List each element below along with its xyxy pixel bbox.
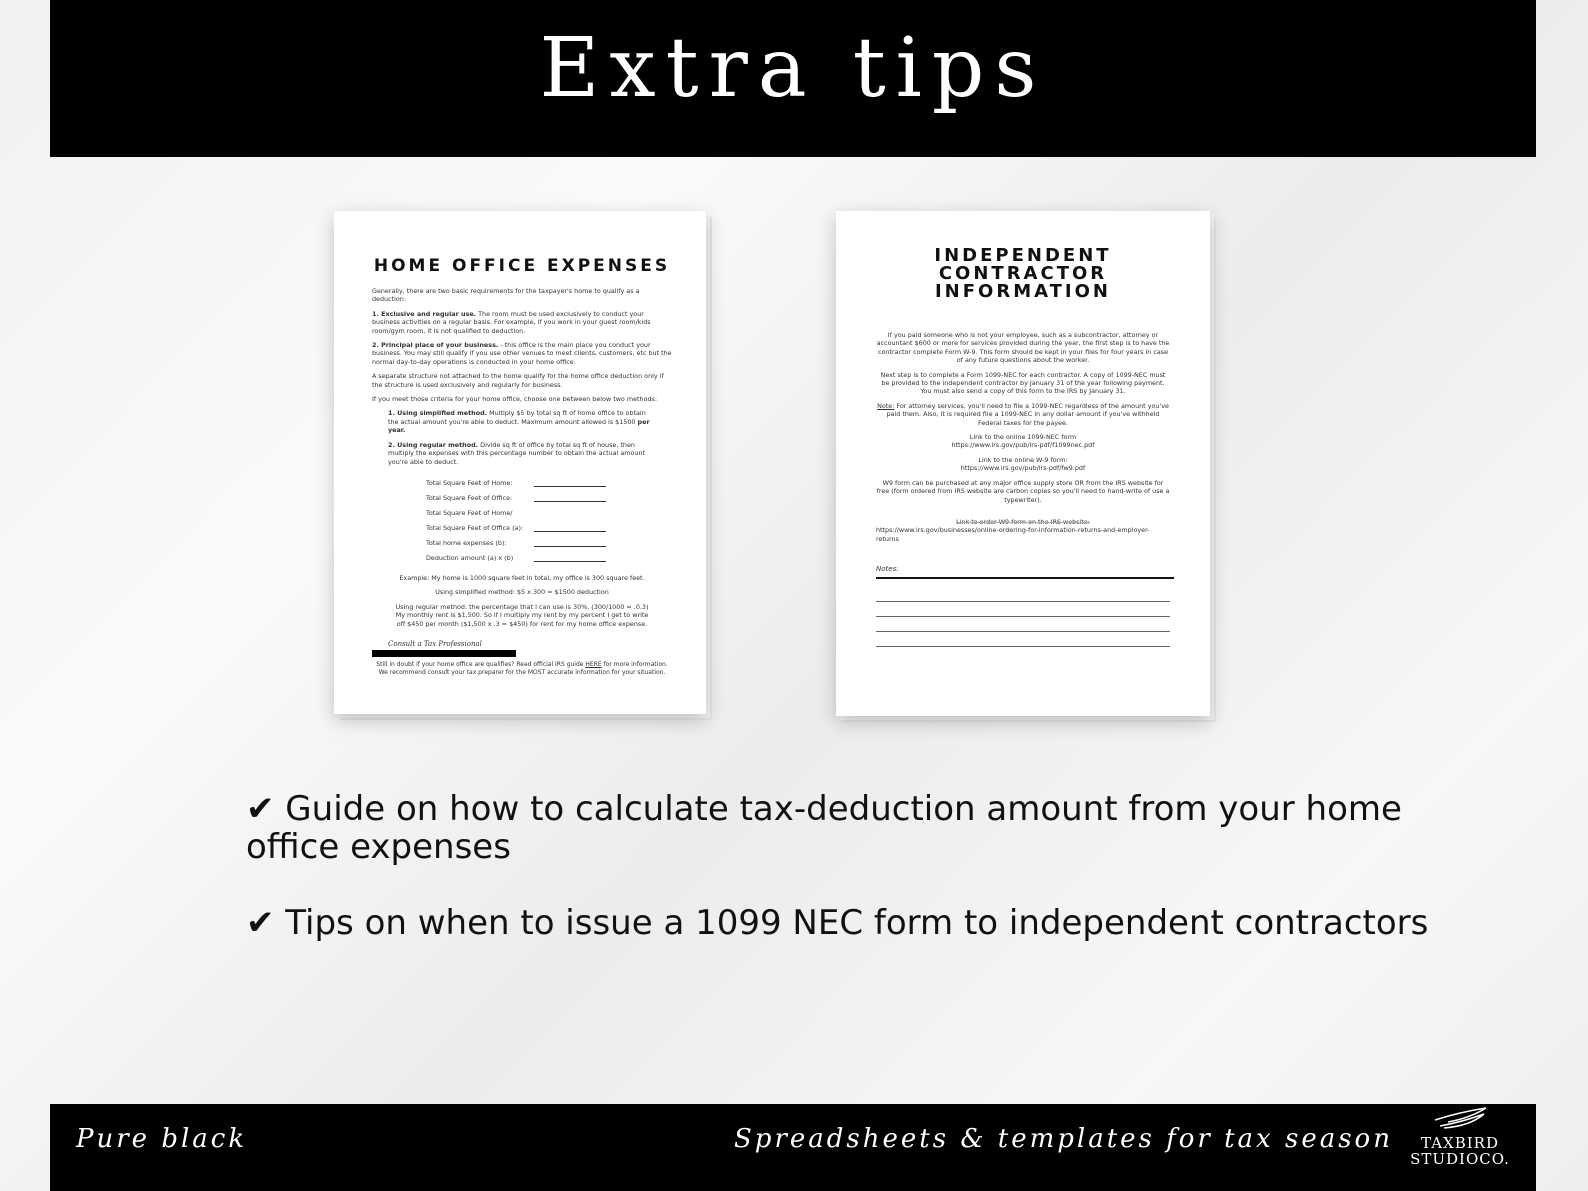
field-row: Total Square Feet of Home: <box>426 472 672 487</box>
page-title: Extra tips <box>539 21 1047 116</box>
tagline: Spreadsheets & templates for tax season <box>734 1124 1393 1154</box>
doc-link: Link to the online 1099-NEC form https://www.irs.gov/pub/irs-pdf/f1099nec.pdf <box>951 433 1095 450</box>
brand-logo: TAXBIRD STUDIOCO. <box>1410 1106 1510 1167</box>
doc-text: Using simplified method: $5 x 300 = $1500 deduction <box>435 588 609 597</box>
calc-fields <box>372 472 672 562</box>
notes-divider <box>876 577 1174 579</box>
bird-wing-icon <box>1430 1106 1490 1132</box>
footer-banner <box>50 1104 1536 1191</box>
notes-line <box>876 617 1170 632</box>
bullet-home-office: ✔ Guide on how to calculate tax-deduction amount from your home office expenses <box>246 789 1402 867</box>
field-row: Total Square Feet of Office (a): <box>426 517 672 532</box>
home-office-expenses-page <box>334 211 706 714</box>
notes-line <box>876 587 1170 602</box>
doc-text: Still in doubt if your home office are qualifies? Read official IRS guide HERE for more information. We recommend consult your tax preparer for the MOST accurate information for your situation. <box>376 661 668 677</box>
field-row: Deduction amount (a) x (b) <box>426 547 672 562</box>
doc-link: Link to order W9 form on the IRS website: https://www.irs.gov/businesses/online-ordering-for-information-returns-and-employer-returns <box>876 517 1150 543</box>
notes-label: Notes: <box>876 565 899 574</box>
doc-text: Generally, there are two basic requirements for the taxpayer's home to qualify as a deduction: <box>372 287 640 304</box>
field-row: Total home expenses (b): <box>426 532 672 547</box>
doc-text: Using regular method: the percentage that I can use is 30%. (300/1000 = .0.3) My monthly rent is $1,500. So if I multiply my rent by my percent I get to write off $450 per month ($1,500 x .3 = $450) for rent for my home office expense. <box>395 602 649 628</box>
doc-text: If you paid someone who is not your employee, such as a subcontractor, attorney or accountant $600 or more for services provided during the year, the first step is to have the contractor complete Form W-9. This form should be kept in your files for four years in case of any future questions about the worker. <box>876 331 1170 365</box>
doc-text: Next step is to complete a Form 1099-NEC for each contractor. A copy of 1099-NEC must be provided to the independent contractor by January 31 of the year following payment. You must also send a copy of this form to the IRS by January 31. <box>880 370 1166 396</box>
header-banner <box>50 0 1536 157</box>
doc-text: A separate structure not attached to the home qualify for the home office deduction only if the structure is used exclusively and regularly for business. <box>372 372 664 389</box>
notes-line <box>876 602 1170 617</box>
doc-text: 1. Exclusive and regular use. The room must be used exclusively to conduct your business activities on a regular basis. For example, if you work in your guest room/kids room/gym room, it is not qualified to deduction. <box>372 309 651 335</box>
bullet-1099-nec: ✔ Tips on when to issue a 1099 NEC form to independent contractors <box>246 903 1429 943</box>
black-divider <box>372 650 516 657</box>
doc-text: 1. Using simplified method. Multiply $5 by total sq ft of home office to obtain the actual amount you're able to deduct. Maximum amount allowed is $1500 per year. <box>388 409 650 435</box>
doc-text: 2. Using regular method. Divide sq ft of office by total sq ft of house, then multiply the expenses with this percentage number to obtain the actual amount you're able to deduct. <box>388 440 646 466</box>
notes-line <box>876 632 1170 647</box>
doc-text: If you meet those criteria for your home office, choose one between below two methods: <box>372 395 658 404</box>
color-variant-label: Pure black <box>76 1124 248 1154</box>
doc-text: W9 form can be purchased at any major office supply store OR from the IRS website for free (form ordered from IRS website are carbon copies so you'll need to hand-write of use a typewriter). <box>876 478 1170 504</box>
field-row: Total Square Feet of Home/ <box>426 508 513 517</box>
doc-text: Example: My home is 1000 square feet in total, my office is 300 square feet. <box>399 573 645 582</box>
field-row: Total Square Feet of Office: <box>426 487 672 502</box>
doc-link: Link to the online W-9 form: https://www.irs.gov/pub/irs-pdf/fw9.pdf <box>960 455 1086 473</box>
doc-text: Note: For attorney services, you'll need to file a 1099-NEC regardless of the amount you've paid them. Also, it is required file a 1099-NEC in any dollar amount if you've withheld Federal taxes for the payee. <box>877 401 1169 427</box>
doc-title: INDEPENDENT CONTRACTOR INFORMATION <box>934 245 1112 302</box>
independent-contractor-page <box>836 211 1210 716</box>
doc-text: 2. Principal place of your business. - this office is the main place you conduct your business. You may still qualify if you use other venues to meet clients, customers, etc but the normal day-to-day operations is conducted in your home office. <box>372 341 672 366</box>
consult-heading: Consult a Tax Professional <box>388 639 482 648</box>
doc-title: HOME OFFICE EXPENSES <box>373 256 671 276</box>
